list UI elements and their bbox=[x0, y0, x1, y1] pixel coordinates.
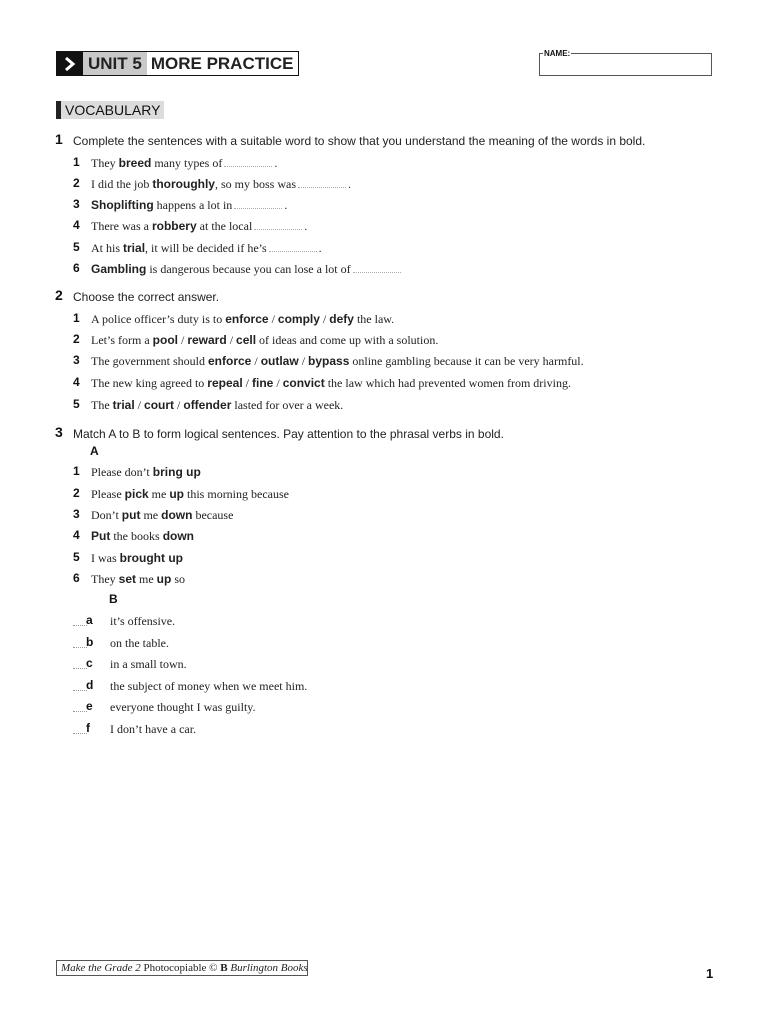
item-number: 6 bbox=[73, 261, 80, 275]
option[interactable]: bypass bbox=[308, 354, 350, 368]
answer-blank[interactable] bbox=[298, 178, 346, 188]
match-letter: b bbox=[86, 635, 94, 649]
match-answer-blank[interactable] bbox=[73, 613, 87, 626]
option[interactable]: enforce bbox=[207, 354, 252, 368]
match-letter: d bbox=[86, 678, 94, 692]
unit-label: UNIT 5 bbox=[83, 52, 147, 75]
photocopiable-note: Photocopiable © bbox=[143, 962, 218, 974]
match-b-text: everyone thought I was guilty. bbox=[110, 700, 256, 714]
option[interactable]: court bbox=[144, 398, 175, 412]
match-b-text: on the table. bbox=[110, 636, 169, 650]
page-number: 1 bbox=[706, 966, 714, 981]
option[interactable]: trial bbox=[112, 398, 135, 412]
exercise-2-instruction: Choose the correct answer. bbox=[73, 290, 220, 304]
item-text: They set me up so bbox=[91, 572, 186, 586]
item-text: The trial / court / offender lasted for over a week. bbox=[91, 398, 344, 412]
item-text: Don’t put me down because bbox=[91, 508, 234, 522]
match-answer-blank[interactable] bbox=[73, 678, 87, 691]
option[interactable]: cell bbox=[236, 333, 257, 347]
item-number: 2 bbox=[73, 332, 80, 346]
publisher-name: Burlington Books bbox=[230, 962, 308, 974]
answer-blank[interactable] bbox=[353, 263, 401, 273]
item-text: Put the books down bbox=[91, 529, 195, 543]
item-text: At his trial, it will be decided if he’s . bbox=[91, 241, 322, 255]
column-b-heading: B bbox=[109, 592, 118, 606]
item-number: 4 bbox=[73, 218, 80, 232]
option[interactable]: outlaw bbox=[260, 354, 299, 368]
item-number: 4 bbox=[73, 528, 80, 542]
option[interactable]: offender bbox=[183, 398, 232, 412]
exercise-3-number: 3 bbox=[55, 424, 63, 440]
item-text: Shoplifting happens a lot in . bbox=[91, 198, 288, 212]
item-number: 1 bbox=[73, 464, 80, 478]
option[interactable]: defy bbox=[329, 312, 354, 326]
match-letter: e bbox=[86, 699, 93, 713]
footer-credit bbox=[56, 960, 308, 976]
item-text: I was brought up bbox=[91, 551, 183, 565]
item-text: Please pick me up this morning because bbox=[91, 487, 289, 501]
item-number: 5 bbox=[73, 550, 80, 564]
item-text: There was a robbery at the local . bbox=[91, 219, 308, 233]
section-label: VOCABULARY bbox=[61, 101, 164, 119]
item-text: A police officer’s duty is to enforce / comply / defy the law. bbox=[91, 312, 395, 326]
match-answer-blank[interactable] bbox=[73, 635, 87, 648]
unit-header bbox=[56, 51, 299, 76]
match-b-text: the subject of money when we meet him. bbox=[110, 679, 308, 693]
answer-blank[interactable] bbox=[224, 157, 272, 167]
exercise-1-number: 1 bbox=[55, 131, 63, 147]
item-number: 1 bbox=[73, 311, 80, 325]
item-number: 3 bbox=[73, 507, 80, 521]
option[interactable]: enforce bbox=[225, 312, 269, 326]
item-number: 3 bbox=[73, 197, 80, 211]
exercise-2-number: 2 bbox=[55, 287, 63, 303]
item-text: Gambling is dangerous because you can lose a lot of bbox=[91, 262, 403, 277]
item-text: The government should enforce / outlaw / bypass online gambling because it can be very harmful. bbox=[91, 354, 584, 368]
item-text: They breed many types of . bbox=[91, 156, 278, 170]
match-letter: f bbox=[86, 721, 90, 735]
option[interactable]: convict bbox=[282, 376, 325, 390]
section-heading bbox=[56, 101, 164, 119]
answer-blank[interactable] bbox=[254, 220, 302, 230]
match-answer-blank[interactable] bbox=[73, 656, 87, 669]
option[interactable]: reward bbox=[187, 333, 227, 347]
publisher-logo: B bbox=[220, 962, 228, 974]
match-letter: c bbox=[86, 656, 93, 670]
name-field[interactable] bbox=[539, 49, 712, 76]
item-number: 2 bbox=[73, 486, 80, 500]
option[interactable]: fine bbox=[252, 376, 274, 390]
item-text: Please don’t bring up bbox=[91, 465, 201, 479]
match-b-text: I don’t have a car. bbox=[110, 722, 197, 736]
match-answer-blank[interactable] bbox=[73, 699, 87, 712]
option[interactable]: comply bbox=[277, 312, 320, 326]
match-letter: a bbox=[86, 613, 93, 627]
item-number: 3 bbox=[73, 353, 80, 367]
exercise-3-instruction: Match A to B to form logical sentences. Pay attention to the phrasal verbs in bold. bbox=[73, 427, 504, 441]
item-number: 5 bbox=[73, 240, 80, 254]
item-number: 4 bbox=[73, 375, 80, 389]
match-b-text: it’s offensive. bbox=[110, 614, 176, 628]
item-number: 5 bbox=[73, 397, 80, 411]
answer-blank[interactable] bbox=[234, 199, 282, 209]
item-text: I did the job thoroughly, so my boss was . bbox=[91, 177, 351, 191]
item-number: 1 bbox=[73, 155, 80, 169]
unit-title: MORE PRACTICE bbox=[147, 52, 299, 75]
match-answer-blank[interactable] bbox=[73, 721, 87, 734]
match-b-text: in a small town. bbox=[110, 657, 187, 671]
series-name: Make the Grade 2 bbox=[61, 962, 141, 974]
column-a-heading: A bbox=[90, 444, 99, 458]
item-text: The new king agreed to repeal / fine / convict the law which had prevented women from driving. bbox=[91, 376, 571, 390]
item-number: 6 bbox=[73, 571, 80, 585]
chevron-right-icon bbox=[57, 52, 83, 75]
option[interactable]: repeal bbox=[207, 376, 243, 390]
item-text: Let’s form a pool / reward / cell of ideas and come up with a solution. bbox=[91, 333, 439, 347]
item-number: 2 bbox=[73, 176, 80, 190]
exercise-1-instruction: Complete the sentences with a suitable word to show that you understand the meaning of the words in bold. bbox=[73, 134, 646, 148]
name-label: NAME: bbox=[544, 49, 571, 58]
answer-blank[interactable] bbox=[269, 242, 317, 252]
option[interactable]: pool bbox=[152, 333, 178, 347]
